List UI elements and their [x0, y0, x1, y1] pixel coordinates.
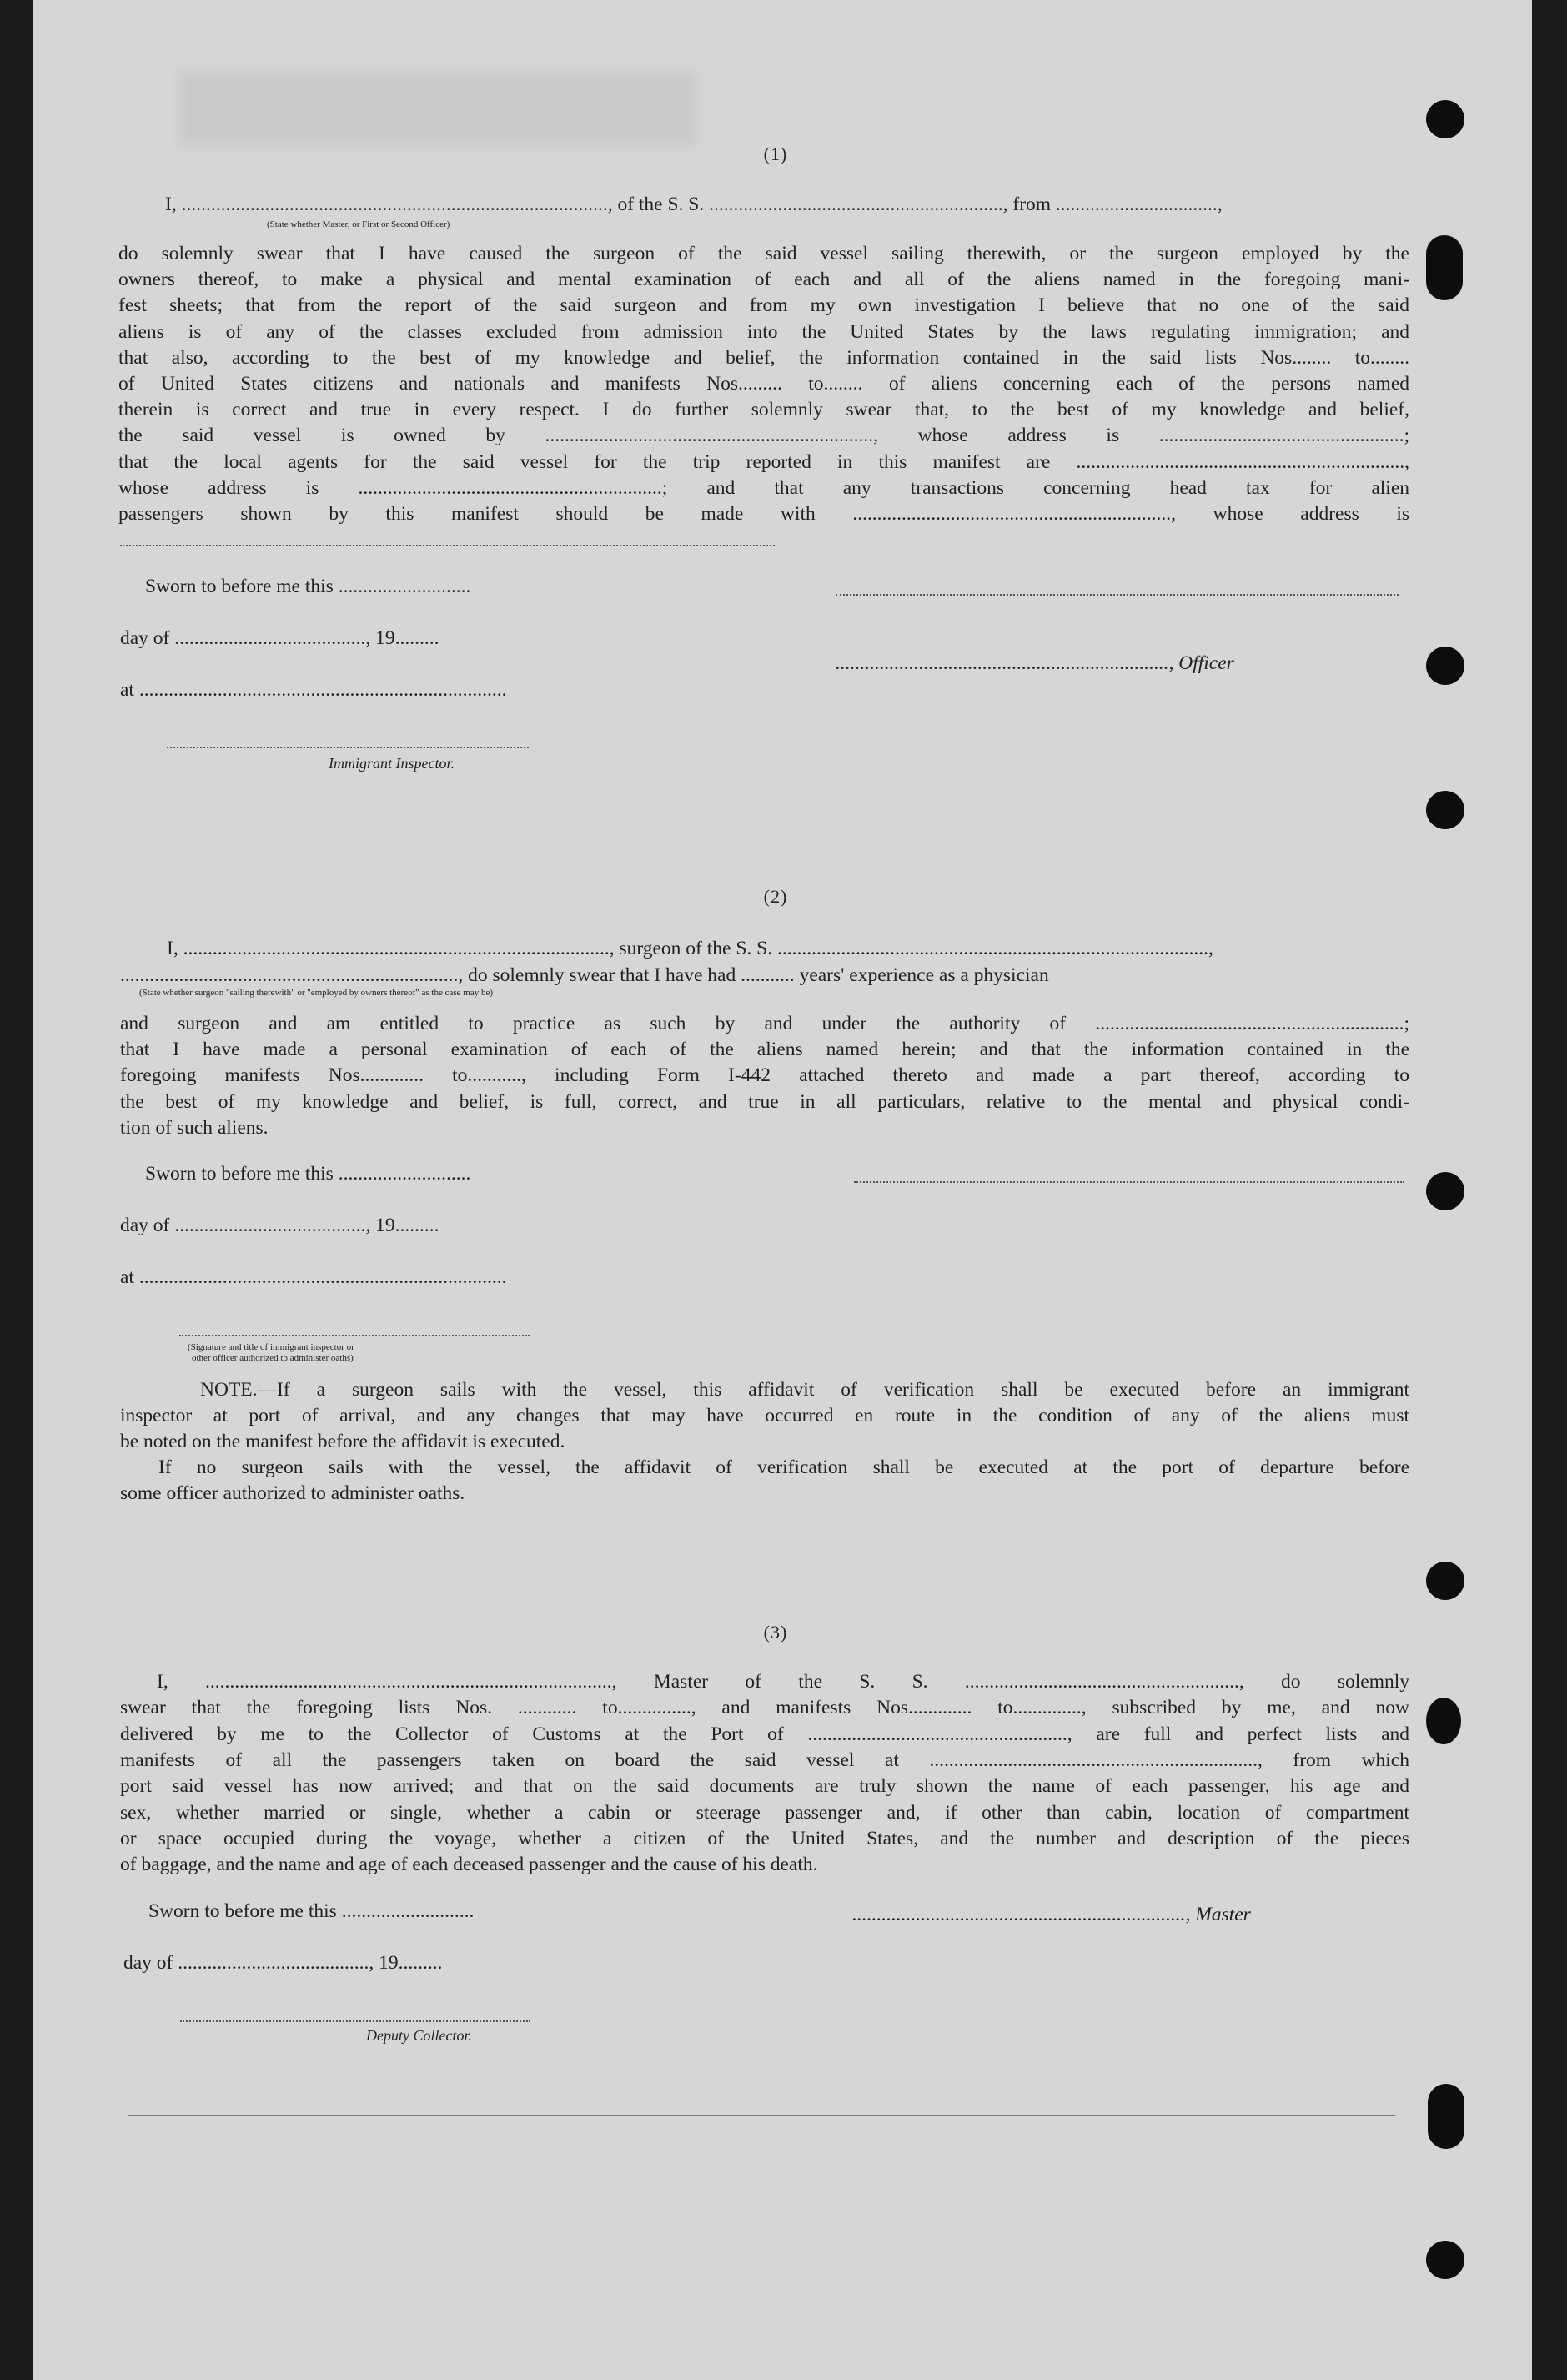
binder-hole	[1426, 647, 1464, 685]
section-2-line-1: I, ......................................................................................., surgeon of the S. S. ........................................................................................,	[167, 938, 1213, 959]
s2-note-line: inspector at port of arrival, and any changes that may have occurred en route in the condition of any of the aliens must	[120, 1405, 1409, 1426]
binder-hole	[1426, 791, 1464, 829]
s2-note-line: be noted on the manifest before the affidavit is executed.	[120, 1431, 565, 1452]
section-1-body-line: aliens is of any of the classes excluded from admission into the United States by the laws regulating immigration; and	[118, 320, 1409, 343]
section-2-signature-line	[854, 1181, 1404, 1183]
section-1-body-line: fest sheets; that from the report of the said surgeon and from my own investigation I believe that no one of the said	[118, 294, 1409, 317]
section-3-day: day of ......................................., 19.........	[123, 1952, 443, 1974]
s3-body-line: sex, whether married or single, whether a cabin or steerage passenger and, if other than cabin, location of compartment	[120, 1801, 1409, 1824]
s3-body-line: or space occupied during the voyage, whether a citizen of the United States, and the number and description of the pieces	[120, 1827, 1409, 1849]
section-2-day: day of ......................................., 19.........	[120, 1215, 439, 1236]
s3-body-line: manifests of all the passengers taken on board the said vessel at ..................................................................., from which	[120, 1749, 1409, 1771]
binder-hole	[1426, 2241, 1464, 2279]
section-1-body-line: owners thereof, to make a physical and mental examination of each and all of the aliens named in the foregoing mani-	[118, 269, 1409, 291]
manifest-page	[33, 0, 1532, 2380]
section-1-body-line: therein is correct and true in every respect. I do further solemnly swear that, to the best of my knowledge and belief,	[118, 399, 1409, 421]
section-1-continuation-line	[120, 545, 775, 546]
section-1-sworn: Sworn to before me this ...........................	[145, 576, 471, 597]
s2-body-line: that I have made a personal examination of each of the aliens named herein; and that the information contained in the	[120, 1039, 1409, 1061]
binder-hole	[1426, 1172, 1464, 1210]
section-1-body-line: do solemnly swear that I have caused the surgeon of the said vessel sailing therewith, or the surgeon employed by the	[118, 243, 1409, 264]
section-2-small-note: (State whether surgeon "sailing therewith" or "employed by owners thereof" as the case may be)	[139, 988, 494, 998]
section-1-body-line: that the local agents for the said vessel for the trip reported in this manifest are ...................................................................,	[118, 450, 1409, 473]
section-3-collector-caption: Deputy Collector.	[366, 2027, 472, 2044]
section-3-sworn: Sworn to before me this ...........................	[148, 1900, 475, 1922]
section-1-line-1: I, ......................................................................................., of the S. S. ............................................................, from .................................,	[165, 194, 1223, 215]
s2-note-line: If no surgeon sails with the vessel, the affidavit of verification shall be executed at the port of departure before	[158, 1457, 1409, 1478]
binder-hole	[1426, 1698, 1461, 1744]
s2-body-line: the best of my knowledge and belief, is full, correct, and true in all particulars, relative to the mental and physical condi-	[120, 1090, 1409, 1113]
section-1-number: (1)	[763, 143, 788, 164]
binder-hole	[1426, 235, 1463, 300]
section-2-sworn: Sworn to before me this ...........................	[145, 1163, 471, 1185]
section-1-body-line: the said vessel is owned by ..................................................................., whose address is ..................................................;	[118, 425, 1409, 447]
s3-body-line: I, ..................................................................................., Master of the S. S. ........................................................, do solemnly	[157, 1671, 1409, 1693]
section-1-body-line: passengers shown by this manifest should be made with ................................................................., whose address is	[118, 503, 1409, 525]
s3-body-line: delivered by me to the Collector of Customs at the Port of ....................................................., are full and perfect lists and	[120, 1723, 1409, 1745]
s3-body-line: of baggage, and the name and age of each deceased passenger and the cause of his death.	[120, 1854, 818, 1876]
section-1-officer: ...................................................................., Officer	[836, 652, 1234, 674]
section-1-inspector-line	[167, 747, 529, 748]
section-1-day: day of ......................................., 19.........	[120, 627, 439, 649]
section-1-at: at ...........................................................................	[120, 679, 507, 701]
section-2-inspector-line	[179, 1335, 530, 1336]
s2-body-line: foregoing manifests Nos............. to..........., including Form I-442 attached thereto and made a part thereof, according to	[120, 1064, 1409, 1087]
section-2-signature-note-1: (Signature and title of immigrant inspector or	[188, 1342, 354, 1352]
bottom-rule	[128, 2115, 1395, 2116]
section-3-master: ...................................................................., Master	[852, 1904, 1251, 1925]
binder-hole	[1426, 1562, 1464, 1600]
s2-body-line: and surgeon and am entitled to practice as such by and under the authority of ...............................................................;	[120, 1013, 1409, 1034]
section-1-inspector-caption: Immigrant Inspector.	[329, 755, 455, 772]
section-2-signature-note-2: other officer authorized to administer oaths)	[192, 1353, 354, 1363]
section-1-signature-line	[836, 594, 1399, 596]
s3-body-line: swear that the foregoing lists Nos. ............ to..............., and manifests Nos............. to.............., subscribed by me, and now	[120, 1697, 1409, 1719]
faded-stamp	[179, 71, 696, 146]
binder-hole	[1428, 2084, 1464, 2149]
s3-body-line: port said vessel has now arrived; and that on the said documents are truly shown the name of each passenger, his age and	[120, 1775, 1409, 1798]
section-2-number: (2)	[763, 886, 788, 907]
s2-note-line: some officer authorized to administer oaths.	[120, 1482, 465, 1504]
s2-note-line: NOTE.—If a surgeon sails with the vessel, this affidavit of verification shall be executed before an immigrant	[200, 1379, 1409, 1401]
section-2-at: at ...........................................................................	[120, 1266, 507, 1288]
section-2-line-2: ....................................................................., do solemnly swear that I have had ........... years' experience as a physician	[120, 964, 1049, 986]
section-3-collector-line	[180, 2020, 530, 2022]
section-3-number: (3)	[763, 1622, 788, 1643]
s2-body-line: tion of such aliens.	[120, 1116, 269, 1139]
section-1-small-note: (State whether Master, or First or Second Officer)	[267, 219, 450, 229]
binder-hole	[1426, 100, 1464, 138]
section-1-body-line: whose address is ..............................................................; and that any transactions concerning head tax for alien	[118, 476, 1409, 499]
section-1-body-line: of United States citizens and nationals and manifests Nos......... to........ of aliens concerning each of the persons named	[118, 373, 1409, 395]
section-1-body-line: that also, according to the best of my knowledge and belief, the information contained in the said lists Nos........ to........	[118, 346, 1409, 369]
